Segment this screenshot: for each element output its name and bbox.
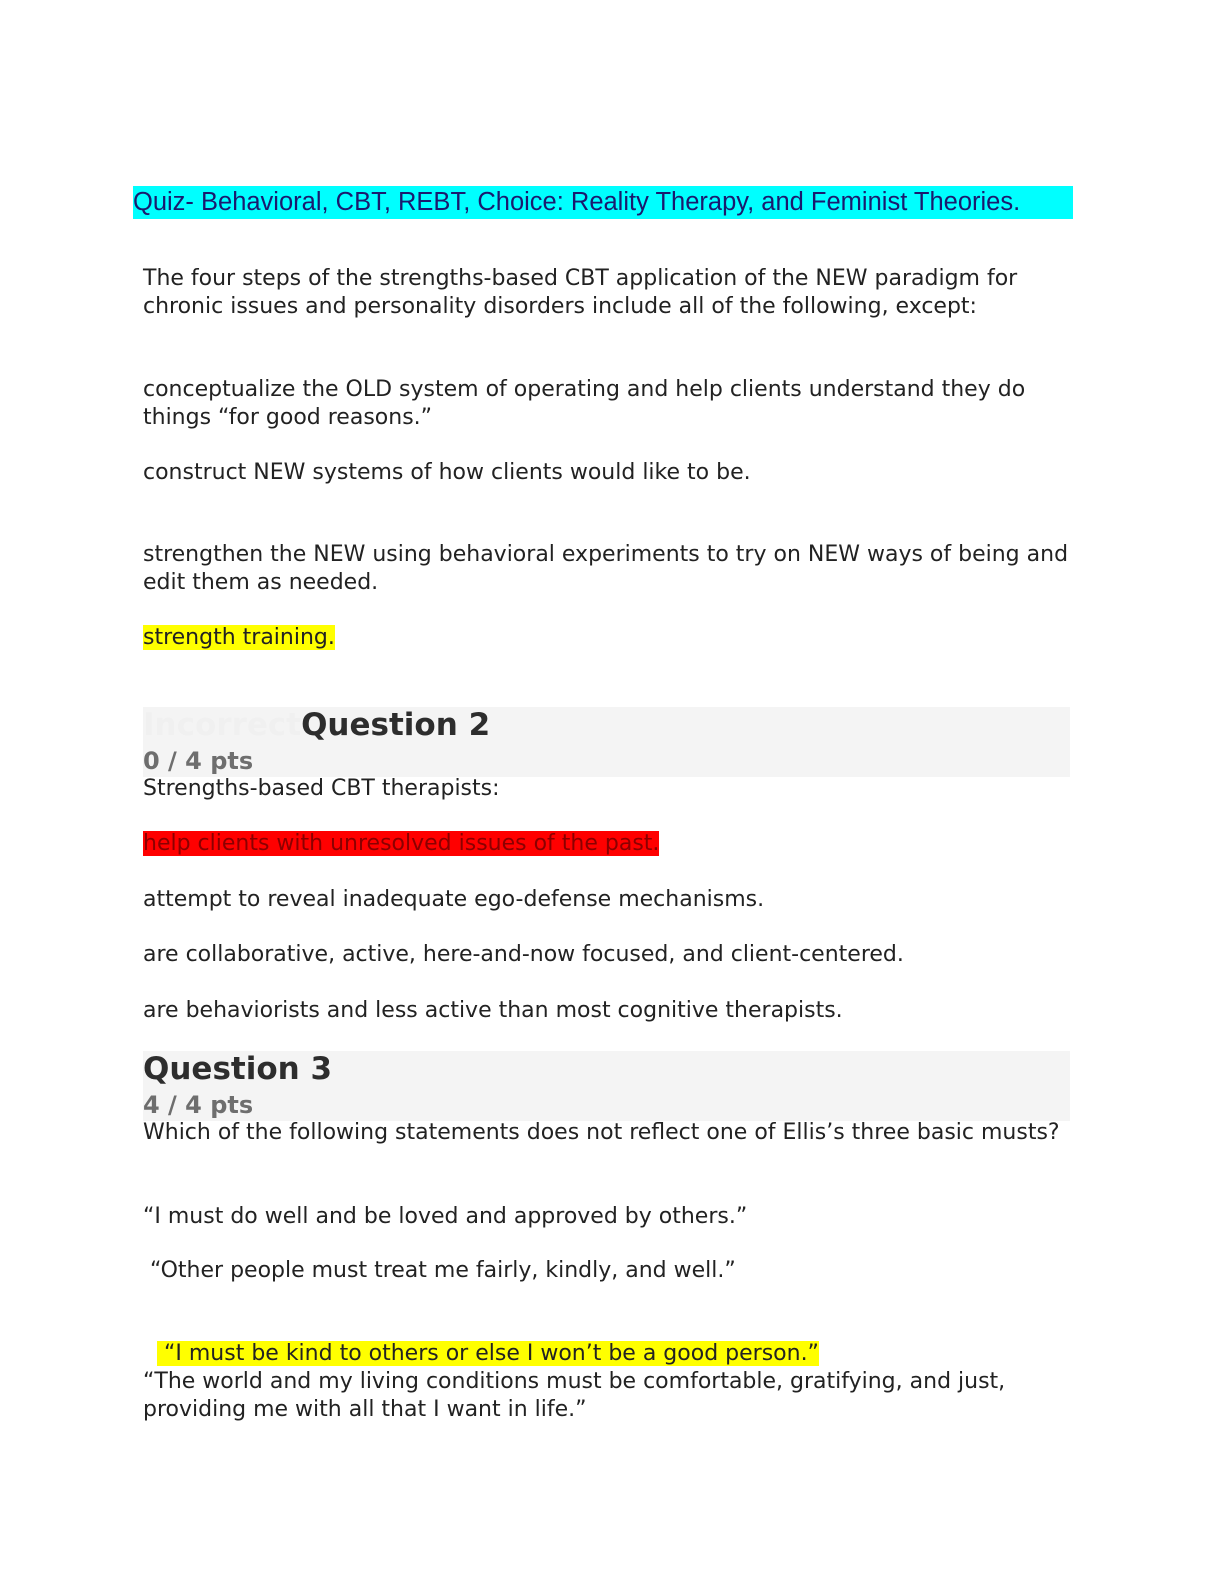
question-3-score: 4 / 4 pts xyxy=(143,1091,254,1119)
question-3-title: Question 3 xyxy=(143,1051,333,1087)
question-3-answer-4: “The world and my living conditions must be comfortable, gratifying, and just, providing me with all that I want in life.” xyxy=(143,1369,1006,1422)
question-2-score: 0 / 4 pts xyxy=(143,747,254,775)
question-3-answer-3 xyxy=(143,1312,1073,1368)
question-1-answer-3: strengthen the NEW using behavioral experiments to try on NEW ways of being and edit them as needed. xyxy=(143,542,1069,595)
incorrect-label: Incorrect xyxy=(143,707,302,743)
question-1-answer-4 xyxy=(143,624,1073,652)
question-3-answer-1: “I must do well and be loved and approved by others.” xyxy=(143,1204,748,1229)
question-2-answer-1 xyxy=(143,830,1073,858)
question-2-title xyxy=(143,707,490,743)
selected-answer-highlight: strength training. xyxy=(143,625,335,650)
question-2-answer-4: are behaviorists and less active than most cognitive therapists. xyxy=(143,998,843,1023)
question-3-answer-2: “Other people must treat me fairly, kindly, and well.” xyxy=(143,1258,736,1283)
question-1-answer-1: conceptualize the OLD system of operating and help clients understand they do things “for good reasons.” xyxy=(143,377,1026,430)
question-3-prompt: Which of the following statements does not reflect one of Ellis’s three basic musts? xyxy=(143,1120,1060,1145)
question-1-prompt: The four steps of the strengths-based CBT application of the NEW paradigm for chronic issues and personality disorders include all of the following, except: xyxy=(143,266,1018,319)
document-title: Quiz- Behavioral, CBT, REBT, Choice: Reality Therapy, and Feminist Theories. xyxy=(133,186,1073,219)
question-1-answer-2: construct NEW systems of how clients would like to be. xyxy=(143,460,751,485)
question-2-number: Question 2 xyxy=(301,707,491,743)
question-2-answer-3: are collaborative, active, here-and-now focused, and client-centered. xyxy=(143,942,904,967)
question-2-answer-2: attempt to reveal inadequate ego-defense mechanisms. xyxy=(143,887,765,912)
selected-answer-highlight: “I must be kind to others or else I won’t be a good person.” xyxy=(157,1341,819,1366)
wrong-answer-highlight: help clients with unresolved issues of the past. xyxy=(143,831,660,856)
question-2-prompt: Strengths-based CBT therapists: xyxy=(143,776,500,801)
